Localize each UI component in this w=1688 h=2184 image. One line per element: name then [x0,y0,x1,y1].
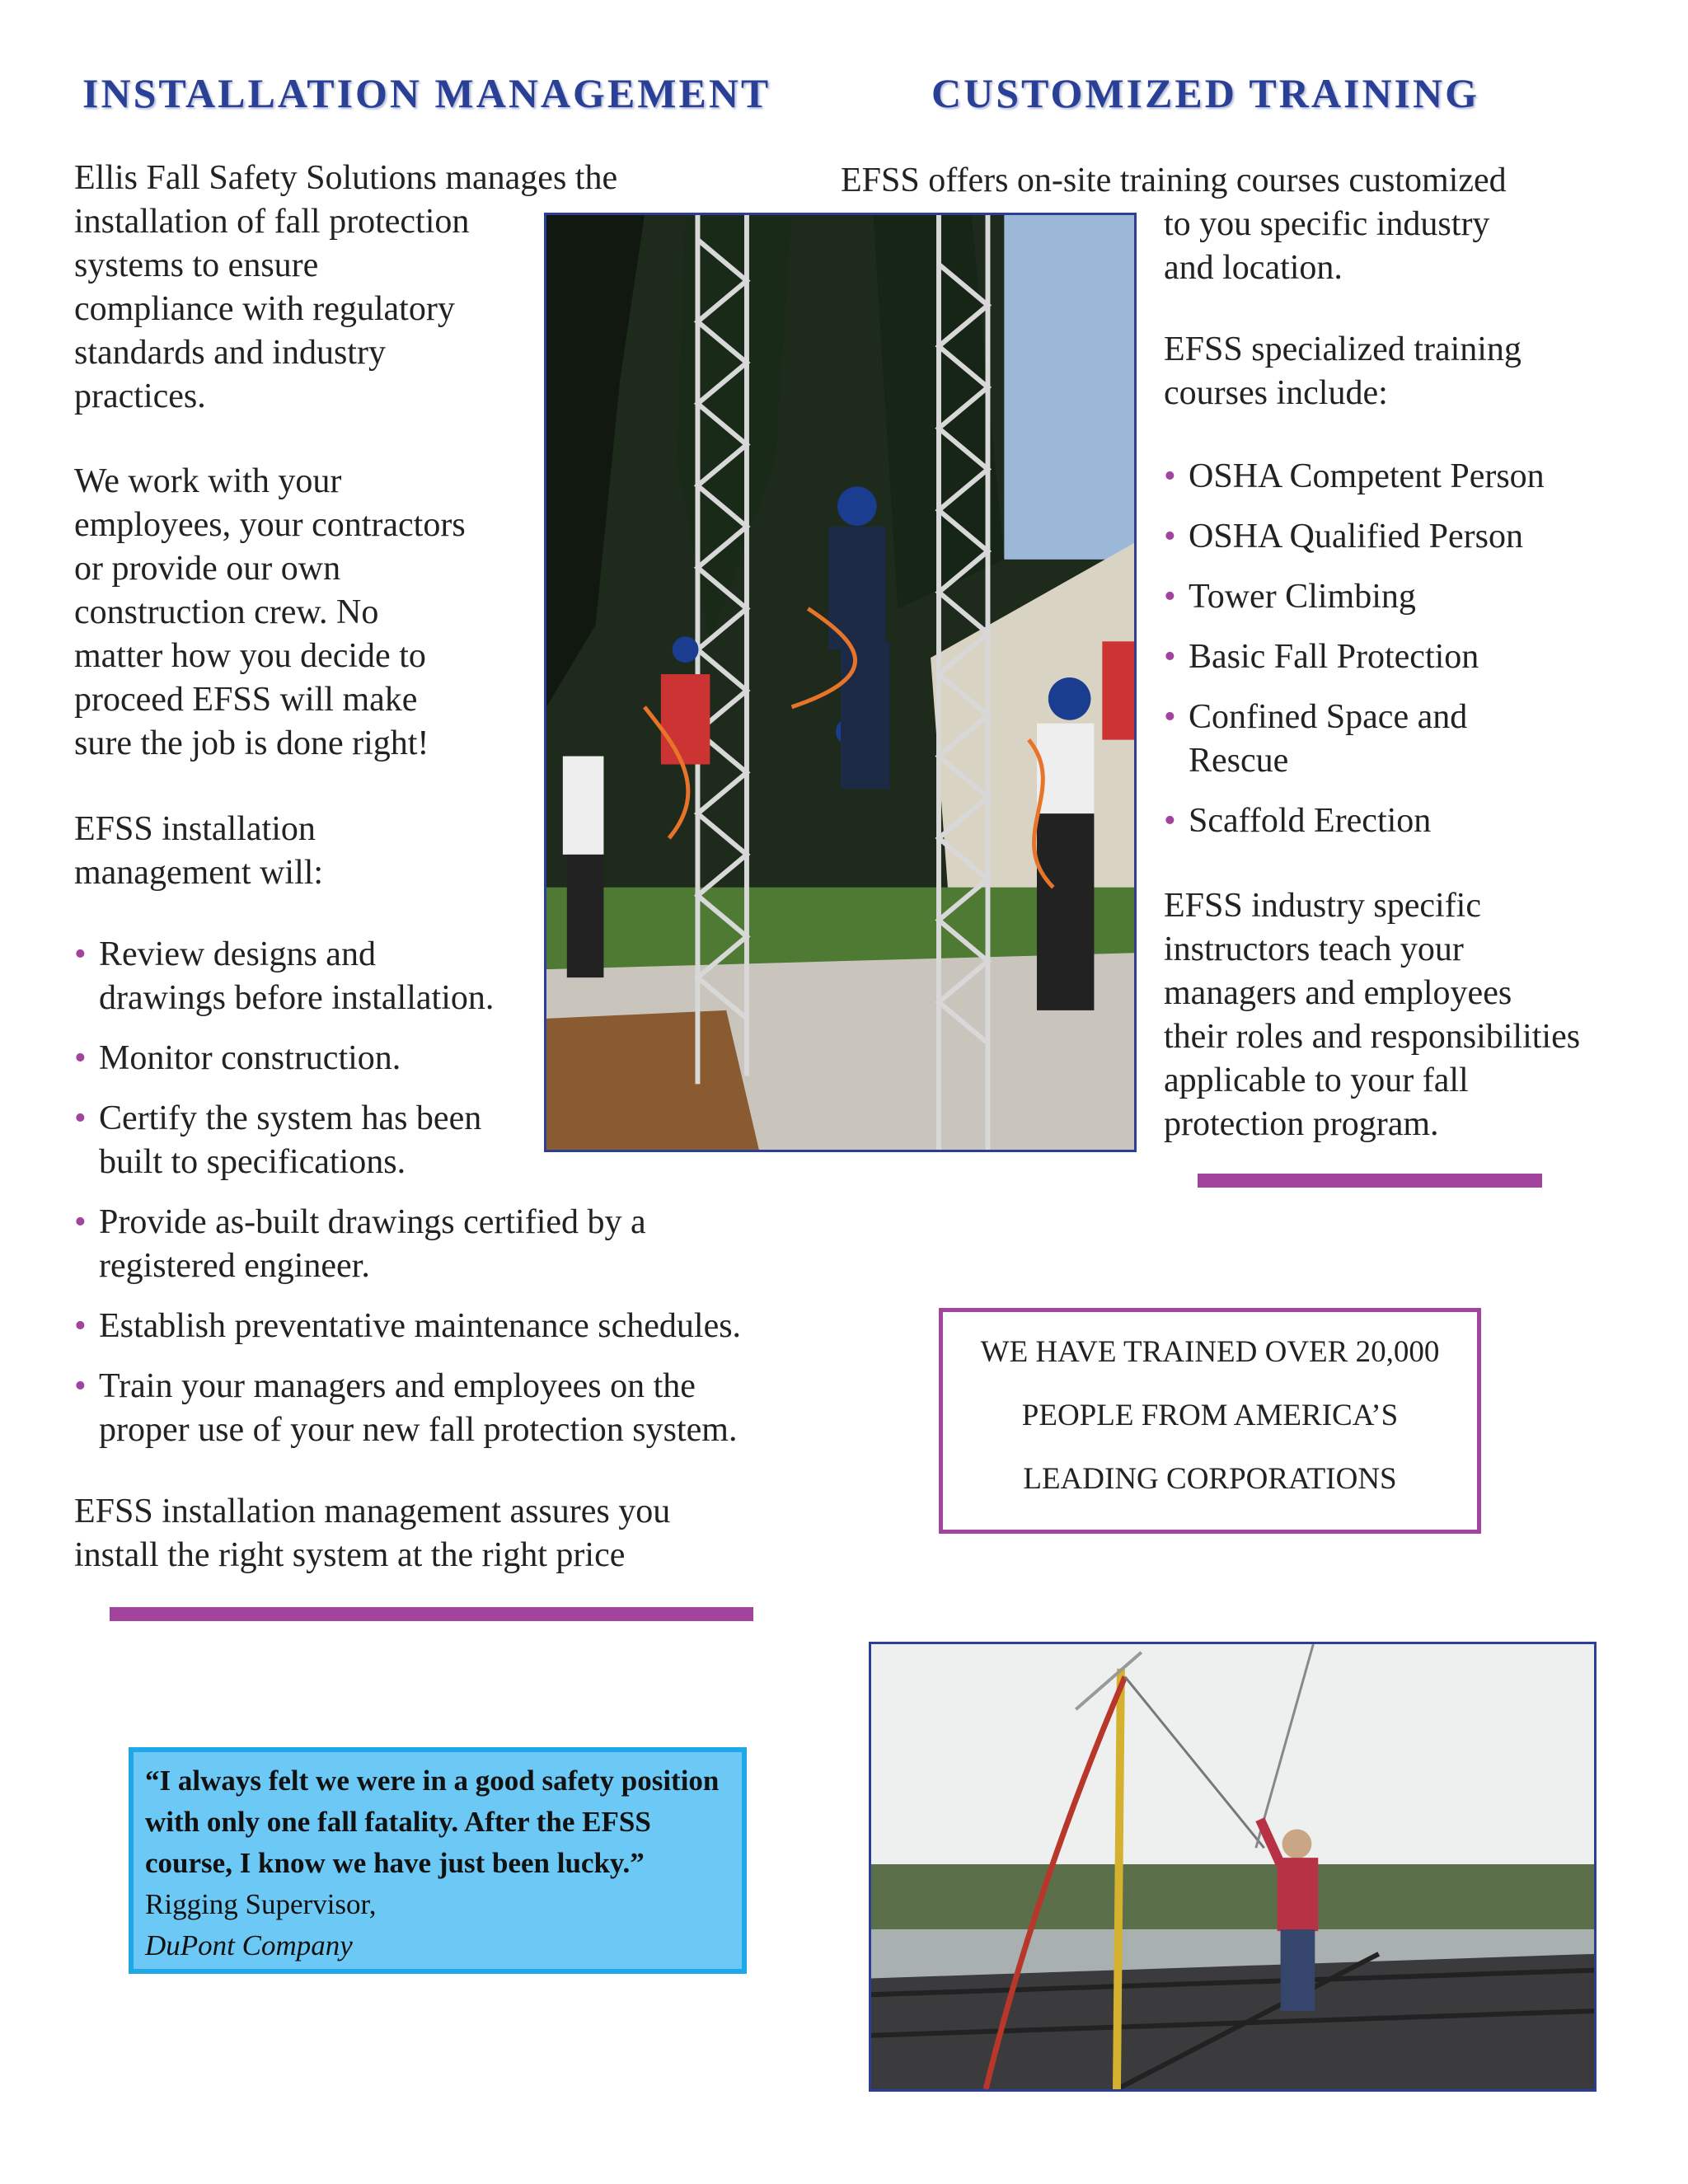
text-line: EFSS installation management assures you [74,1493,671,1530]
right-intro-first-line: EFSS offers on-site training courses customized [841,162,1507,199]
bullet-icon: • [1164,698,1176,736]
text-line: Provide as-built drawings certified by a [99,1203,646,1241]
list-item [1164,515,1675,559]
text-line: construction crew. No [74,593,379,631]
text-line: proper use of your new fall protection system. [99,1411,738,1449]
text-line: drawings before installation. [99,979,495,1017]
bullet-icon: • [74,1367,87,1405]
text-line: or provide our own [74,550,341,588]
text-line: We work with your [74,462,342,500]
list-item [1164,696,1675,783]
list-item [1164,575,1675,619]
bullet-icon: • [1164,518,1176,555]
text-line: and location. [1164,249,1343,287]
text-line: Review designs and [99,935,376,973]
bullet-icon: • [1164,638,1176,676]
text-line: instructors teach your [1164,930,1464,968]
list-item [1164,455,1675,499]
text-line: sure the job is done right! [74,724,429,762]
right-intro [1164,203,1658,290]
bullet-icon: • [74,1307,87,1345]
quote-author-org: DuPont Company [145,1929,353,1961]
right-divider [1198,1174,1542,1188]
bullet-icon: • [74,1099,87,1137]
text-line: management will: [74,854,324,892]
text-line: registered engineer. [99,1247,370,1285]
text-line: Scaffold Erection [1189,802,1432,840]
text-line: Rescue [1189,742,1289,780]
text-line: Basic Fall Protection [1189,638,1479,676]
text-line: proceed EFSS will make [74,681,418,719]
installation-management-heading: INSTALLATION MANAGEMENT [82,70,771,116]
bullet-icon: • [1164,578,1176,616]
quote-author-title: Rigging Supervisor, [145,1888,377,1920]
customized-training-heading: CUSTOMIZED TRAINING [931,70,1480,116]
text-line: systems to ensure [74,246,319,284]
text-line: Train your managers and employees on the [99,1367,696,1405]
list-item [1164,799,1675,843]
text-line: Monitor construction. [99,1039,401,1077]
text-line: compliance with regulatory [74,290,455,328]
quote-line: course, I know we have just been lucky.” [145,1847,645,1879]
right-paragraph-3 [1164,884,1675,1146]
quote-line: with only one fall fatality. After the EFSS [145,1806,651,1838]
text-line: practices. [74,377,206,415]
text-line: applicable to your fall [1164,1062,1469,1099]
text-line: to you specific industry [1164,205,1490,243]
bullet-icon: • [74,1039,87,1077]
text-line: OSHA Competent Person [1189,457,1545,495]
text-line: OSHA Qualified Person [1189,518,1523,555]
left-divider [110,1607,753,1621]
bullet-icon: • [74,1203,87,1241]
list-item [74,1201,832,1288]
text-line: Confined Space and [1189,698,1468,736]
text-line: Tower Climbing [1189,578,1416,616]
bullet-icon: • [74,935,87,973]
bullet-icon: • [1164,457,1176,495]
bullet-icon: • [1164,802,1176,840]
left-paragraph-3 [74,808,536,895]
steel-rigging-illustration [871,1644,1594,2089]
text-line: Certify the system has been [99,1099,482,1137]
text-line: LEADING CORPORATIONS [1023,1462,1397,1496]
text-line: standards and industry [74,334,386,372]
list-item [74,1305,832,1348]
text-line: EFSS installation [74,810,316,848]
text-line: courses include: [1164,374,1388,412]
steel-rigging-photo [869,1642,1597,2092]
text-line: EFSS industry specific [1164,887,1481,925]
text-line: install the right system at the right price [74,1536,626,1574]
text-line: protection program. [1164,1105,1439,1143]
training-course-list [1164,455,1675,860]
list-item [1164,635,1675,679]
left-closing [74,1490,865,1577]
list-item [74,1365,832,1452]
right-paragraph-2 [1164,328,1658,415]
text-line: built to specifications. [99,1143,406,1181]
tower-climbing-illustration [546,215,1134,1150]
tower-climbing-photo [544,213,1137,1152]
trained-count-box [939,1308,1481,1534]
text-line: installation of fall protection [74,203,470,241]
quote-line: “I always felt we were in a good safety position [145,1765,720,1797]
testimonial-box [129,1747,747,1974]
text-line: Establish preventative maintenance schedules. [99,1307,742,1345]
text-line: matter how you decide to [74,637,426,675]
text-line: EFSS specialized training [1164,330,1522,368]
text-line: PEOPLE FROM AMERICA’S [1021,1399,1399,1432]
text-line: Ellis Fall Safety Solutions manages the [74,159,618,197]
text-line: managers and employees [1164,974,1512,1012]
text-line: employees, your contractors [74,506,466,544]
text-line: WE HAVE TRAINED OVER 20,000 [980,1335,1440,1369]
left-paragraph-2 [74,460,536,766]
text-line: their roles and responsibilities [1164,1018,1581,1056]
